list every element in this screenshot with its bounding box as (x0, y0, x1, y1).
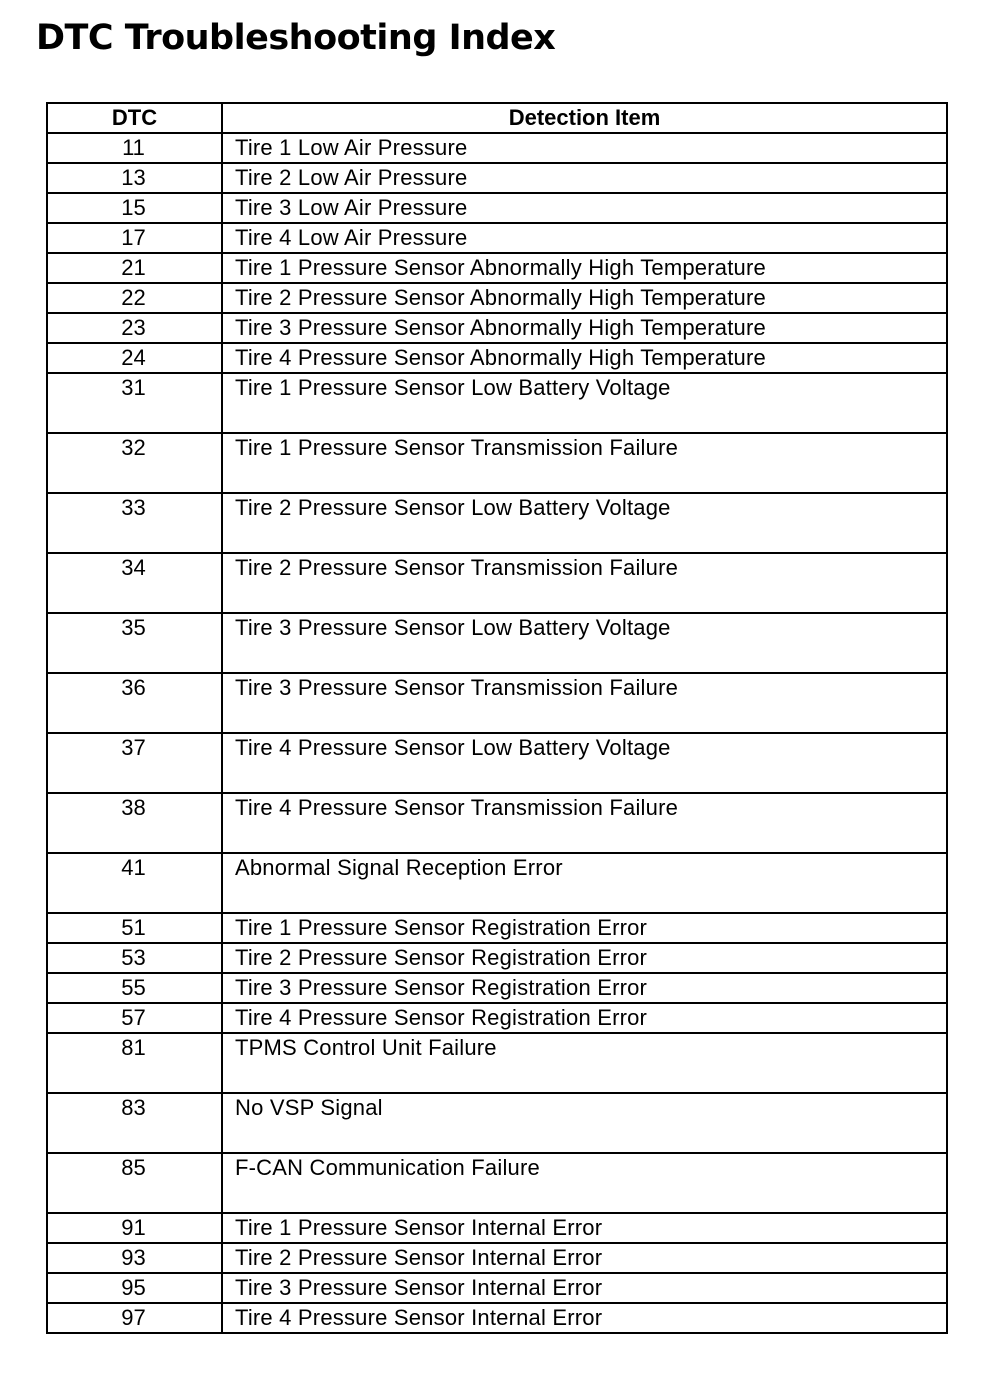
table-row (47, 133, 947, 163)
detection-item-cell: Abnormal Signal Reception Error (222, 853, 947, 913)
dtc-code-cell: 41 (47, 853, 222, 913)
table-row (47, 283, 947, 313)
table-row (47, 913, 947, 943)
table-row (47, 1093, 947, 1153)
detection-item-cell: Tire 1 Low Air Pressure (222, 133, 947, 163)
table-row (47, 493, 947, 553)
dtc-code-cell: 17 (47, 223, 222, 253)
table-row (47, 733, 947, 793)
dtc-code-cell: 55 (47, 973, 222, 1003)
table-row (47, 1213, 947, 1243)
detection-item-cell: Tire 2 Pressure Sensor Abnormally High Temperature (222, 283, 947, 313)
detection-item-cell: Tire 4 Pressure Sensor Low Battery Voltage (222, 733, 947, 793)
dtc-code-cell: 37 (47, 733, 222, 793)
detection-item-cell: Tire 1 Pressure Sensor Internal Error (222, 1213, 947, 1243)
dtc-code-cell: 51 (47, 913, 222, 943)
dtc-code-cell: 13 (47, 163, 222, 193)
dtc-code-cell: 32 (47, 433, 222, 493)
detection-item-cell: Tire 4 Pressure Sensor Abnormally High Temperature (222, 343, 947, 373)
dtc-code-cell: 31 (47, 373, 222, 433)
dtc-code-cell: 11 (47, 133, 222, 163)
table-row (47, 943, 947, 973)
detection-item-cell: Tire 1 Pressure Sensor Abnormally High Temperature (222, 253, 947, 283)
table-row (47, 793, 947, 853)
table-row (47, 193, 947, 223)
table-row (47, 433, 947, 493)
table-row (47, 673, 947, 733)
dtc-code-cell: 91 (47, 1213, 222, 1243)
detection-item-cell: TPMS Control Unit Failure (222, 1033, 947, 1093)
table-row (47, 553, 947, 613)
table-row (47, 1273, 947, 1303)
table-row (47, 853, 947, 913)
table-row (47, 163, 947, 193)
table-row (47, 1033, 947, 1093)
detection-item-cell: Tire 2 Pressure Sensor Low Battery Voltage (222, 493, 947, 553)
detection-item-cell: Tire 4 Low Air Pressure (222, 223, 947, 253)
detection-item-cell: Tire 3 Pressure Sensor Abnormally High Temperature (222, 313, 947, 343)
table-body (47, 133, 947, 1333)
table-row (47, 253, 947, 283)
dtc-code-cell: 53 (47, 943, 222, 973)
dtc-code-cell: 34 (47, 553, 222, 613)
detection-item-cell: Tire 4 Pressure Sensor Registration Error (222, 1003, 947, 1033)
table-row (47, 1303, 947, 1333)
table-row (47, 1153, 947, 1213)
table-row (47, 1003, 947, 1033)
dtc-code-cell: 21 (47, 253, 222, 283)
table-row (47, 223, 947, 253)
dtc-code-cell: 15 (47, 193, 222, 223)
detection-item-cell: F-CAN Communication Failure (222, 1153, 947, 1213)
table-row (47, 313, 947, 343)
dtc-code-cell: 33 (47, 493, 222, 553)
dtc-code-cell: 36 (47, 673, 222, 733)
table-row (47, 973, 947, 1003)
header-detection-item: Detection Item (222, 103, 947, 133)
detection-item-cell: Tire 3 Pressure Sensor Registration Error (222, 973, 947, 1003)
header-dtc: DTC (47, 103, 222, 133)
detection-item-cell: No VSP Signal (222, 1093, 947, 1153)
dtc-code-cell: 83 (47, 1093, 222, 1153)
dtc-code-cell: 81 (47, 1033, 222, 1093)
detection-item-cell: Tire 4 Pressure Sensor Transmission Failure (222, 793, 947, 853)
detection-item-cell: Tire 1 Pressure Sensor Transmission Failure (222, 433, 947, 493)
detection-item-cell: Tire 3 Low Air Pressure (222, 193, 947, 223)
detection-item-cell: Tire 4 Pressure Sensor Internal Error (222, 1303, 947, 1333)
dtc-code-cell: 85 (47, 1153, 222, 1213)
dtc-index-table (46, 102, 948, 1334)
detection-item-cell: Tire 3 Pressure Sensor Transmission Failure (222, 673, 947, 733)
dtc-code-cell: 57 (47, 1003, 222, 1033)
detection-item-cell: Tire 2 Pressure Sensor Transmission Failure (222, 553, 947, 613)
detection-item-cell: Tire 2 Low Air Pressure (222, 163, 947, 193)
detection-item-cell: Tire 1 Pressure Sensor Registration Error (222, 913, 947, 943)
detection-item-cell: Tire 2 Pressure Sensor Internal Error (222, 1243, 947, 1273)
dtc-code-cell: 93 (47, 1243, 222, 1273)
table-row (47, 613, 947, 673)
detection-item-cell: Tire 2 Pressure Sensor Registration Error (222, 943, 947, 973)
table-row (47, 373, 947, 433)
dtc-code-cell: 97 (47, 1303, 222, 1333)
table-header-row (47, 103, 947, 133)
detection-item-cell: Tire 3 Pressure Sensor Internal Error (222, 1273, 947, 1303)
detection-item-cell: Tire 1 Pressure Sensor Low Battery Voltage (222, 373, 947, 433)
table-row (47, 1243, 947, 1273)
dtc-code-cell: 35 (47, 613, 222, 673)
dtc-code-cell: 95 (47, 1273, 222, 1303)
dtc-code-cell: 38 (47, 793, 222, 853)
dtc-code-cell: 24 (47, 343, 222, 373)
table-row (47, 343, 947, 373)
page-title: DTC Troubleshooting Index (36, 18, 556, 58)
detection-item-cell: Tire 3 Pressure Sensor Low Battery Voltage (222, 613, 947, 673)
dtc-code-cell: 23 (47, 313, 222, 343)
dtc-code-cell: 22 (47, 283, 222, 313)
